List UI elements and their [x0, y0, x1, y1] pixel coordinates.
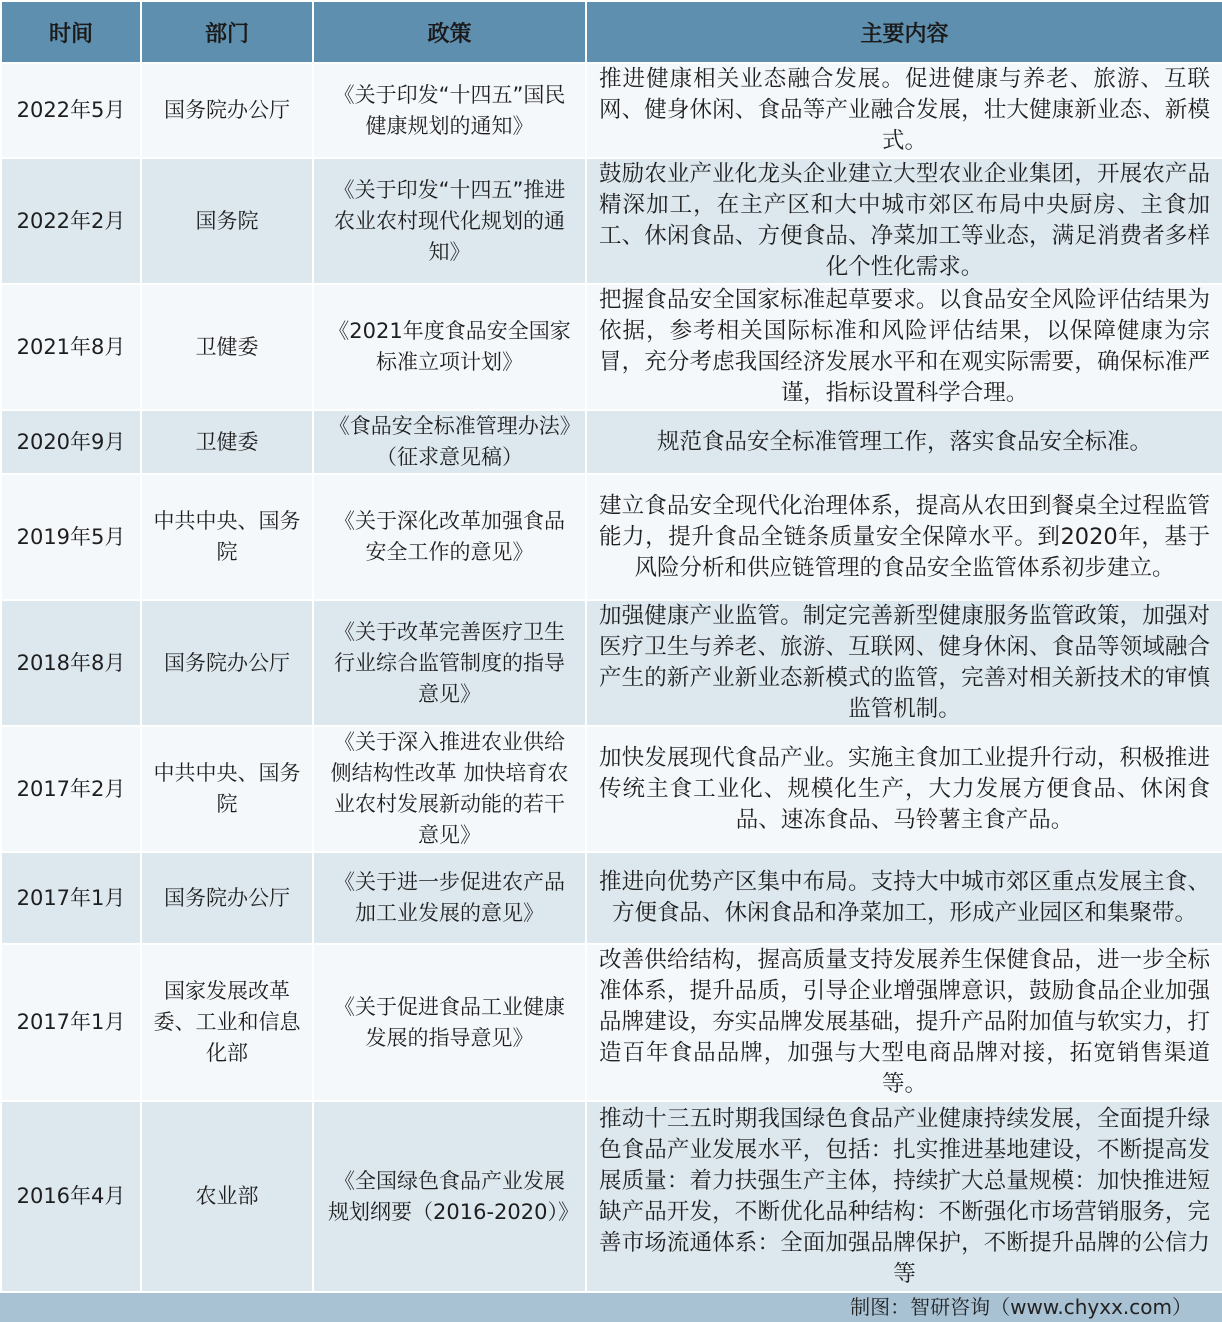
policy-cell: 《关于进一步促进农产品加工业发展的意见》: [313, 852, 586, 944]
dept-cell: 国务院办公厅: [141, 63, 313, 158]
date-cell: 2022年5月: [1, 63, 141, 158]
dept-cell: 中共中央、国务院: [141, 726, 313, 852]
policy-cell: 《关于深化改革加强食品安全工作的意见》: [313, 474, 586, 600]
date-cell: 2022年2月: [1, 158, 141, 284]
policy-cell: 《全国绿色食品产业发展规划纲要（2016-2020）》: [313, 1101, 586, 1292]
header-dept: 部门: [141, 1, 313, 63]
content-cell: 鼓励农业产业化龙头企业建立大型农业企业集团，开展农产品精深加工，在主产区和大中城市郊区布局中央厨房、主食加工、休闲食品、方便食品、净菜加工等业态，满足消费者多样化个性化需求。: [586, 158, 1222, 284]
dept-cell: 国务院办公厅: [141, 852, 313, 944]
source-footer: 制图：智研咨询（www.chyxx.com）: [0, 1293, 1222, 1322]
date-cell: 2017年1月: [1, 852, 141, 944]
table-row: [1, 600, 1222, 726]
dept-cell: 中共中央、国务院: [141, 474, 313, 600]
date-cell: 2019年5月: [1, 474, 141, 600]
content-cell: 改善供给结构，握高质量支持发展养生保健食品，进一步全标准体系，提升品质，引导企业增强牌意识，鼓励食品企业加强品牌建设，夯实品牌发展基础，提升产品附加值与软实力，打造百年食品品牌，加强与大型电商品牌对接，拓宽销售渠道等。: [586, 944, 1222, 1101]
table-row: [1, 284, 1222, 410]
table-row: [1, 852, 1222, 944]
table-row: [1, 474, 1222, 600]
dept-cell: 国务院: [141, 158, 313, 284]
date-cell: 2017年2月: [1, 726, 141, 852]
policy-cell: 《食品安全标准管理办法》（征求意见稿）: [313, 410, 586, 474]
table-row: [1, 410, 1222, 474]
table-row: [1, 158, 1222, 284]
header-policy: 政策: [313, 1, 586, 63]
policy-cell: 《关于印发“十四五”推进农业农村现代化规划的通知》: [313, 158, 586, 284]
content-cell: 规范食品安全标准管理工作，落实食品安全标准。: [586, 410, 1222, 474]
table-row: [1, 726, 1222, 852]
dept-cell: 卫健委: [141, 284, 313, 410]
content-cell: 加快发展现代食品产业。实施主食加工业提升行动，积极推进传统主食工业化、规模化生产，大力发展方便食品、休闲食品、速冻食品、马铃薯主食产品。: [586, 726, 1222, 852]
dept-cell: 国家发展改革委、工业和信息化部: [141, 944, 313, 1101]
dept-cell: 农业部: [141, 1101, 313, 1292]
content-cell: 推进向优势产区集中布局。支持大中城市郊区重点发展主食、方便食品、休闲食品和净菜加工，形成产业园区和集聚带。: [586, 852, 1222, 944]
dept-cell: 卫健委: [141, 410, 313, 474]
date-cell: 2018年8月: [1, 600, 141, 726]
content-cell: 建立食品安全现代化治理体系，提高从农田到餐桌全过程监管能力，提升食品全链条质量安全保障水平。到2020年，基于风险分析和供应链管理的食品安全监管体系初步建立。: [586, 474, 1222, 600]
policy-cell: 《2021年度食品安全国家标准立项计划》: [313, 284, 586, 410]
content-cell: 推动十三五时期我国绿色食品产业健康持续发展，全面提升绿色食品产业发展水平，包括：扎实推进基地建设，不断提高发展质量：着力扶强生产主体，持续扩大总量规模：加快推进短缺产品开发，不断优化品种结构：不断强化市场营销服务，完善市场流通体系：全面加强品牌保护，不断提升品牌的公信力等: [586, 1101, 1222, 1292]
dept-cell: 国务院办公厅: [141, 600, 313, 726]
content-cell: 加强健康产业监管。制定完善新型健康服务监管政策，加强对医疗卫生与养老、旅游、互联网、健身休闲、食品等领域融合产生的新产业新业态新模式的监管，完善对相关新技术的审慎监管机制。: [586, 600, 1222, 726]
table-row: [1, 1101, 1222, 1292]
table-row: [1, 63, 1222, 158]
date-cell: 2021年8月: [1, 284, 141, 410]
table-row: [1, 944, 1222, 1101]
policy-cell: 《关于促进食品工业健康发展的指导意见》: [313, 944, 586, 1101]
policy-cell: 《关于改革完善医疗卫生行业综合监管制度的指导意见》: [313, 600, 586, 726]
header-date: 时间: [1, 1, 141, 63]
date-cell: 2017年1月: [1, 944, 141, 1101]
content-cell: 把握食品安全国家标准起草要求。以食品安全风险评估结果为依据，参考相关国际标准和风险评估结果，以保障健康为宗冒，充分考虑我国经济发展水平和在观实际需要，确保标准严谨，指标设置科学合理。: [586, 284, 1222, 410]
content-cell: 推进健康相关业态融合发展。促进健康与养老、旅游、互联网、健身休闲、食品等产业融合发展，壮大健康新业态、新模式。: [586, 63, 1222, 158]
policy-cell: 《关于深入推进农业供给侧结构性改革 加快培育农业农村发展新动能的若干意见》: [313, 726, 586, 852]
header-content: 主要内容: [586, 1, 1222, 63]
header-row: [1, 1, 1222, 63]
date-cell: 2016年4月: [1, 1101, 141, 1292]
date-cell: 2020年9月: [1, 410, 141, 474]
policy-cell: 《关于印发“十四五”国民健康规划的通知》: [313, 63, 586, 158]
